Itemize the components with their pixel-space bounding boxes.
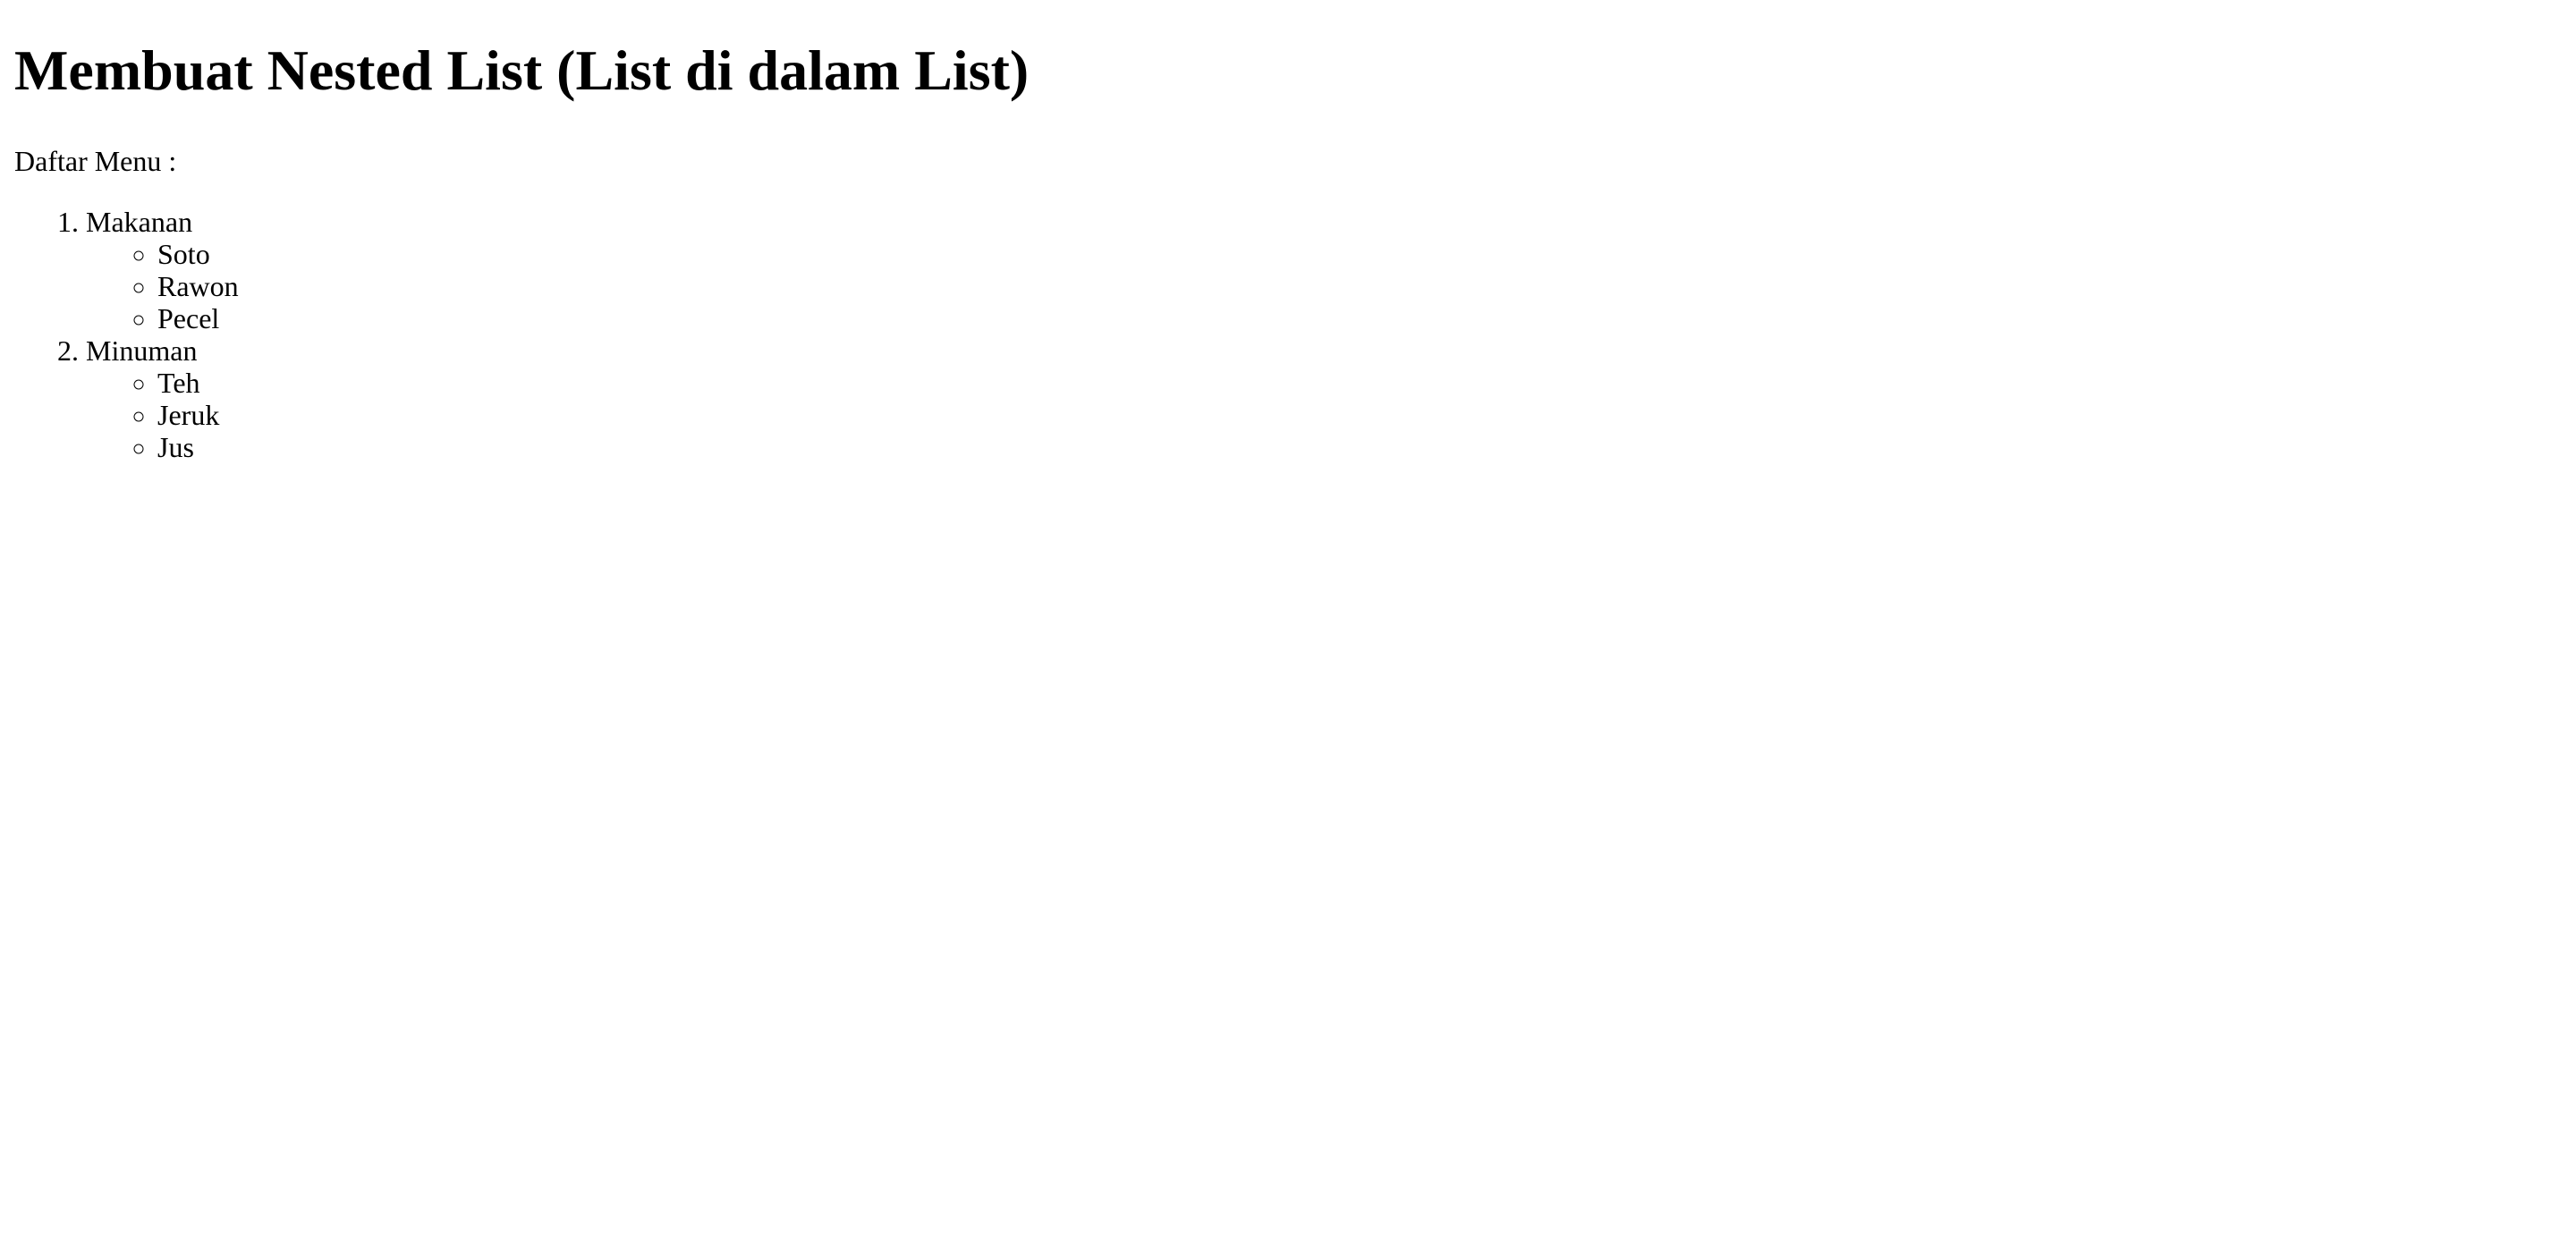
page-title: Membuat Nested List (List di dalam List) bbox=[14, 38, 1030, 102]
list-item: ◦ Soto bbox=[157, 238, 2576, 270]
menu-category-makanan bbox=[86, 206, 2576, 334]
list-item: ◦ Jus bbox=[157, 431, 2576, 463]
minuman-sublist bbox=[86, 367, 2576, 463]
list-item: ◦ Pecel bbox=[157, 302, 2576, 334]
category-label: Makanan bbox=[86, 205, 193, 238]
menu-ordered-list bbox=[14, 206, 2576, 463]
list-item: ◦ Teh bbox=[157, 367, 2576, 399]
list-item: ◦ Jeruk bbox=[157, 399, 2576, 431]
makanan-sublist bbox=[86, 238, 2576, 334]
menu-category-minuman bbox=[86, 334, 2576, 463]
menu-intro-text: Daftar Menu : bbox=[14, 144, 177, 177]
category-label: Minuman bbox=[86, 334, 198, 367]
list-item: ◦ Rawon bbox=[157, 270, 2576, 302]
